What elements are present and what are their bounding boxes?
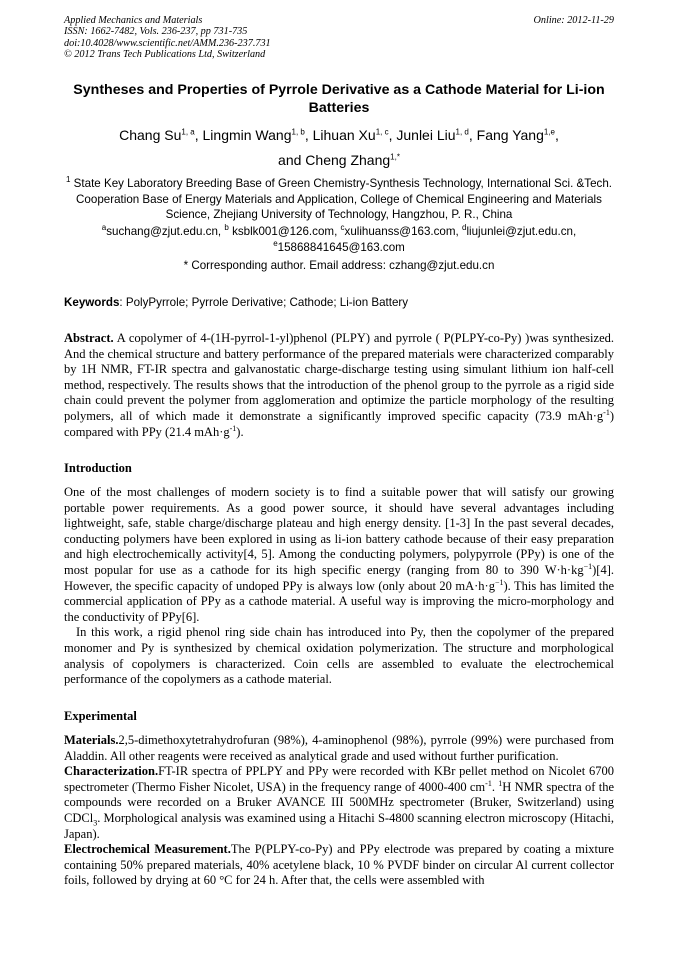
- section-heading-experimental: Experimental: [64, 709, 137, 723]
- author-emails: $^a$suchang@zjut.edu.cn, $^b$ ksblk001@126.com, $^c$xulihuanss@163.com, $^d$liujunlei@zjut.edu.cn, $^e$15868841645@163.com: [101, 223, 577, 254]
- keywords-text: : PolyPyrrole; Pyrrole Derivative; Cathode; Li-ion Battery: [119, 296, 409, 309]
- affiliation-sup: 1: [65, 175, 71, 185]
- paragraph-electrochemical: Electrochemical Measurement.The P(PLPY-co-Py) and PPy electrode was prepared by coating a mixture containing 50% prepared materials, 40% acetylene black, 10 % PVDF binder on circular Al current collector foils, followed by drying at 60 °C for 24 h. After that, the cells were assembled with: [64, 842, 614, 888]
- email-link[interactable]: xulihuanss@163.com: [344, 225, 456, 238]
- author-name: Junlei Liu: [396, 127, 456, 143]
- author-affil-sup: 1, a: [181, 127, 195, 137]
- corresponding-author: * Corresponding author. Email address: czhang@zjut.edu.cn: [183, 259, 495, 272]
- journal-copyright: © 2012 Trans Tech Publications Ltd, Switzerland: [64, 49, 266, 61]
- experimental-body: [64, 733, 614, 889]
- journal-header: [64, 15, 424, 61]
- author-name: Fang Yang: [476, 127, 544, 143]
- paragraph-characterization: Characterization.FT-IR spectra of PPLPY and PPy were recorded with KBr pellet method on Nicolet 6700 spectrometer (Thermo Fisher Nicolet, USA) in the frequency range of 4000-400 $cm^{-1}$. $^1$H NMR spectra of the compounds were recorded on a Bruker AVANCE III 500MHz spectrometer (Bruker, Switzerland) using CDCl$_3$. Morphological analysis was examined using a Hitachi S-4800 scanning electron microscopy (Hitachi, Japan).: [64, 764, 615, 841]
- paper-title: Syntheses and Properties of Pyrrole Derivative as a Cathode Material for Li-ion Batteries: [73, 82, 605, 116]
- email-link[interactable]: ksblk001@126.com: [232, 225, 335, 238]
- author-list: Chang Su$^{1, a}$, Lingmin Wang$^{1, b}$, Lihuan Xu$^{1, c}$, Junlei Liu$^{1, d}$, Fang Yang$^{1,e}$, and Cheng Zhang$^{1,*}$: [119, 127, 559, 168]
- introduction-body: [64, 485, 614, 688]
- author-name: Chang Su: [119, 127, 182, 143]
- journal-name: Applied Mechanics and Materials: [64, 15, 203, 26]
- keywords: [64, 296, 614, 309]
- abstract: Abstract. A copolymer of 4-(1H-pyrrol-1-yl)phenol (PLPY) and pyrrole ( P(PLPY-co-Py) )was synthesized. And the chemical structure and battery performance of the prepared materials were characterized comparably by 1H NMR, FT-IR spectra and galvanostatic charge-discharge testing using simulant lithium ion half-cell method, respectively. The results shows that the introduction of the phenol group to the pyrrole as a rigid side chain could prevent the polymer from agglomeration and optimize the particle morphology of the resulting polymers, all of which made it demonstrate a significantly improved specific capacity (73.9 $mAh\cdot g^{-1}$) compared with PPy (21.4 $mAh\cdot g^{-1}$).: [64, 331, 614, 439]
- author-affil-sup: 1,*: [390, 152, 400, 162]
- author-affil-sup: 1,e: [543, 127, 555, 137]
- keywords-label: Keywords: [64, 296, 120, 309]
- author-name: Lingmin Wang: [202, 127, 292, 143]
- affiliation-text: State Key Laboratory Breeding Base of Green Chemistry-Synthesis Technology, International Sci. &Tech. Cooperation Base of Energy Materials and Application, College of Chemical Engineering and Materials Science, Zhejiang University of Technology, Hangzhou, P. R., China: [73, 177, 612, 221]
- author-name: Cheng Zhang: [305, 152, 391, 168]
- paragraph: One of the most challenges of modern society is to find a suitable power that will satisfy our growing portable power requirements. As a good power source, it should have several advantages including lightweight, safe, stable charge/discharge plateau and high energy density. [1-3] In the past several decades, conducting polymers have been explored in using as li-ion battery cathode because of their easy preparation and high electrochemically activity[4, 5]. Among the conducting polymers, polypyrrole (PPy) is one of the most popular for use as a cathode for its high specific energy (ranging from 80 to 390 $W\cdot h\cdot kg^{-1})[4]$. However, the specific capacity of undoped PPy is always low (only about 20 $mA\cdot h\cdot g^{-1}$). This has limited the commercial application of PPy as a cathode material. A useful way is improving the micro-morphology and the conductivity of PPy[6].: [64, 485, 614, 624]
- email-link[interactable]: liujunlei@zjut.edu.cn: [466, 225, 573, 238]
- email-link[interactable]: 15868841645@163.com: [277, 241, 405, 254]
- author-name: Lihuan Xu: [312, 127, 376, 143]
- abstract-text: A copolymer of 4-(1H-pyrrol-1-yl)phenol (PLPY) and pyrrole ( P(PLPY-co-Py) )was synthesized. And the chemical structure and battery performance of the prepared materials were characterized comparably by 1H NMR, FT-IR spectra and galvanostatic charge-discharge testing using simulant lithium ion half-cell method, respectively. The results shows that the introduction of the phenol group to the pyrrole as a rigid side chain could prevent the polymer from agglomeration and optimize the particle morphology of the resulting polymers, all of which made it demonstrate a significantly improved specific capacity (73.9 mAh·g: [64, 331, 614, 423]
- author-affil-sup: 1, b: [291, 127, 305, 137]
- email-link[interactable]: suchang@zjut.edu.cn: [106, 225, 218, 238]
- author-affil-sup: 1, c: [375, 127, 389, 137]
- abstract-label: Abstract.: [64, 331, 114, 345]
- section-heading-introduction: Introduction: [64, 461, 132, 475]
- author-affil-sup: 1, d: [455, 127, 469, 137]
- online-date: Online: 2012-11-29: [533, 15, 614, 26]
- journal-issn: ISSN: 1662-7482, Vols. 236-237, pp 731-735: [64, 26, 248, 38]
- paragraph-materials: Materials.2,5-dimethoxytetrahydrofuran (98%), 4-aminophenol (98%), pyrrole (99%) were purchased from Aladdin. All other reagents were received as analytical grade and used without further purification.: [64, 733, 614, 763]
- paragraph: In this work, a rigid phenol ring side chain has introduced into Py, then the copolymer of the prepared monomer and Py is synthesized by chemical oxidation polymerization. The structure and morphological analysis of copolymers is characterized. Coin cells are assembled to evaluate the electrochemical performance of the copolymers as a cathode material.: [64, 625, 614, 687]
- affiliation: [64, 176, 614, 223]
- journal-doi: doi:10.4028/www.scientific.net/AMM.236-237.731: [64, 37, 271, 49]
